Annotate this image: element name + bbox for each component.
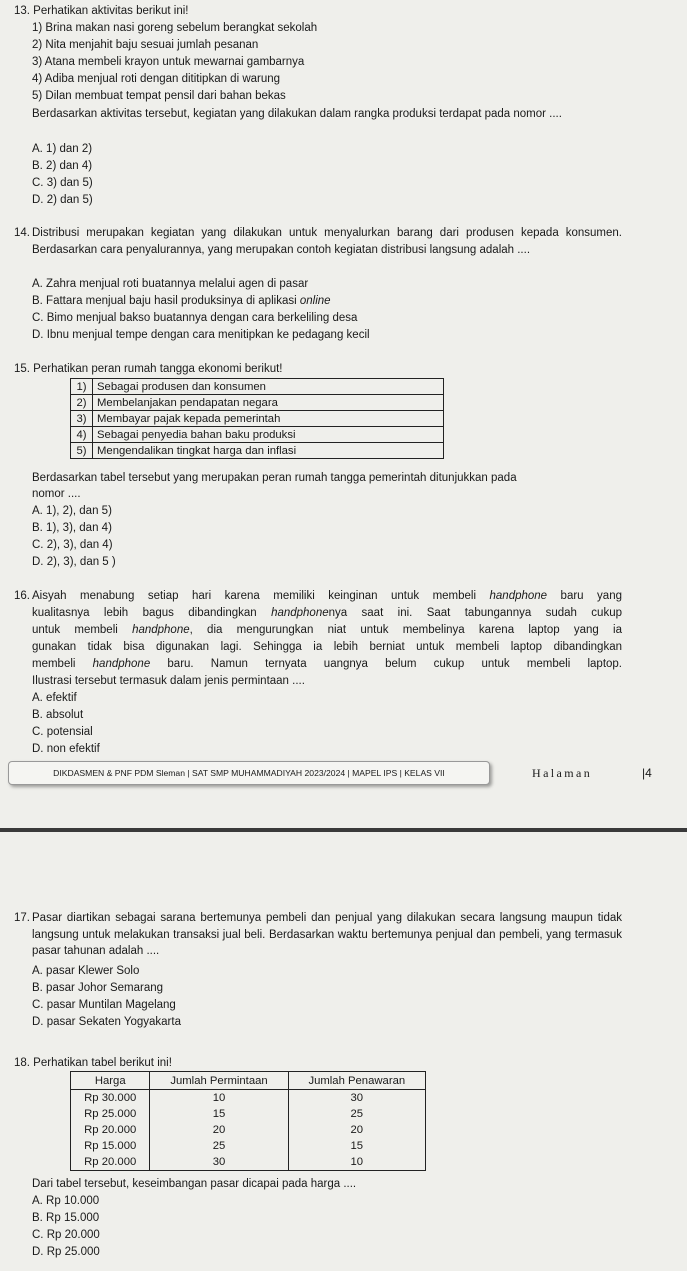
q16-option: A. efektif — [32, 692, 77, 704]
q13-option: C. 3) dan 5) — [32, 177, 93, 189]
q16-line — [32, 657, 622, 671]
column-header: Jumlah Penawaran — [288, 1072, 425, 1090]
role-number: 3) — [71, 411, 93, 427]
table-cell: 25 — [150, 1138, 288, 1154]
table-row — [71, 443, 444, 459]
q15-option: B. 1), 3), dan 4) — [32, 522, 112, 534]
role-number: 1) — [71, 379, 93, 395]
q16-segment: handphone — [489, 590, 548, 602]
q16-segment: baru. Namun ternyata uangnya belum cukup untuk membeli laptop. — [150, 658, 623, 670]
q13-option: D. 2) dan 5) — [32, 194, 93, 206]
q16-segment: kualitasnya lebih bagus dibandingkan — [32, 607, 272, 619]
column-header: Jumlah Permintaan — [150, 1072, 288, 1090]
q16-line — [32, 606, 622, 620]
q15-question-line1: Berdasarkan tabel tersebut yang merupakan peran rumah tangga pemerintah ditunjukkan pada — [32, 472, 517, 484]
table-cell: 15 — [150, 1106, 288, 1122]
table-cell: Rp 30.000 — [71, 1090, 150, 1107]
role-text: Sebagai produsen dan konsumen — [93, 379, 444, 395]
q16-segment: handphone — [92, 658, 151, 670]
q16-line — [32, 623, 622, 637]
q18-option: A. Rp 10.000 — [32, 1195, 100, 1207]
table-cell: 25 — [288, 1106, 425, 1122]
q14-option: A. Zahra menjual roti buatannya melalui agen di pasar — [32, 278, 309, 290]
q16-line — [32, 589, 622, 603]
table-row — [71, 395, 444, 411]
q15-option: A. 1), 2), dan 5) — [32, 505, 112, 517]
q13-option: B. 2) dan 4) — [32, 160, 93, 172]
q14-option: B. Fattara menjual baju hasil produksinya di aplikasi online — [32, 295, 331, 307]
q16-number: 16. — [14, 590, 30, 602]
table-cell: 10 — [150, 1090, 288, 1107]
table-cell: 15 — [288, 1138, 425, 1154]
q17-number: 17. — [14, 912, 30, 924]
page-footer: DIKDASMEN & PNF PDM Sleman | SAT SMP MUHAMMADIYAH 2023/2024 | MAPEL IPS | KELAS VII — [8, 761, 490, 785]
q14-option: C. Bimo menjual bakso buatannya dengan cara berkeliling desa — [32, 312, 358, 324]
q16-last-line: Ilustrasi tersebut termasuk dalam jenis permintaan .... — [32, 675, 305, 687]
q13-question: Berdasarkan aktivitas tersebut, kegiatan yang dilakukan dalam rangka produksi terdapat pada nomor .... — [32, 108, 562, 120]
table-cell: 10 — [288, 1154, 425, 1171]
q14-number: 14. — [14, 227, 30, 239]
page-number: |4 — [642, 766, 652, 780]
q14-option: D. Ibnu menjual tempe dengan cara menitipkan ke pedagang kecil — [32, 329, 370, 341]
table-cell: 20 — [288, 1122, 425, 1138]
q15-option: C. 2), 3), dan 4) — [32, 539, 113, 551]
q16-line — [32, 640, 622, 654]
q16-segment: membeli — [32, 658, 93, 670]
q17-option: C. pasar Muntilan Magelang — [32, 999, 176, 1011]
q15-option: D. 2), 3), dan 5 ) — [32, 556, 116, 568]
table-row — [71, 427, 444, 443]
table-row — [71, 1122, 426, 1138]
role-number: 2) — [71, 395, 93, 411]
table-cell: Rp 15.000 — [71, 1138, 150, 1154]
q13-option: A. 1) dan 2) — [32, 143, 93, 155]
role-number: 4) — [71, 427, 93, 443]
q13-item: 1) Brina makan nasi goreng sebelum berangkat sekolah — [32, 22, 318, 34]
table-cell: Rp 20.000 — [71, 1154, 150, 1171]
q16-option: C. potensial — [32, 726, 93, 738]
q16-segment: untuk membeli — [32, 624, 133, 636]
q13-item: 4) Adiba menjual roti dengan dititipkan di warung — [32, 73, 281, 85]
table-row — [71, 411, 444, 427]
table-row — [71, 379, 444, 395]
q18-price-table — [70, 1071, 426, 1171]
q17-option: D. pasar Sekaten Yogyakarta — [32, 1016, 181, 1028]
q18-option: C. Rp 20.000 — [32, 1229, 100, 1241]
q16-option: B. absolut — [32, 709, 84, 721]
q13-item: 5) Dilan membuat tempat pensil dari bahan bekas — [32, 90, 286, 102]
q16-segment: gunakan tidak bisa digunakan lagi. Sehingga ia lebih berniat untuk membeli laptop dibandingkan — [32, 641, 622, 653]
q17-option: A. pasar Klewer Solo — [32, 965, 140, 977]
table-cell: 30 — [288, 1090, 425, 1107]
q18-stem: 18. Perhatikan tabel berikut ini! — [14, 1057, 172, 1069]
q17-option: B. pasar Johor Semarang — [32, 982, 164, 994]
q16-option: D. non efektif — [32, 743, 100, 755]
q18-option: B. Rp 15.000 — [32, 1212, 100, 1224]
table-cell: 30 — [150, 1154, 288, 1171]
q18-option: D. Rp 25.000 — [32, 1246, 100, 1258]
q16-segment: , dia mengurungkan niat untuk membelinya karena laptop yang ia — [189, 624, 623, 636]
q13-stem: 13. Perhatikan aktivitas berikut ini! — [14, 5, 189, 17]
role-text: Mengendalikan tingkat harga dan inflasi — [93, 443, 444, 459]
q13-item: 3) Atana membeli krayon untuk mewarnai gambarnya — [32, 56, 305, 68]
table-cell: Rp 20.000 — [71, 1122, 150, 1138]
q13-item: 2) Nita menjahit baju sesuai jumlah pesanan — [32, 39, 259, 51]
table-cell: Rp 25.000 — [71, 1106, 150, 1122]
table-row — [71, 1106, 426, 1122]
q16-segment: baru yang — [547, 590, 622, 602]
table-cell: 20 — [150, 1122, 288, 1138]
role-text: Sebagai penyedia bahan baku produksi — [93, 427, 444, 443]
table-row — [71, 1090, 426, 1107]
q18-question: Dari tabel tersebut, keseimbangan pasar dicapai pada harga .... — [32, 1178, 357, 1190]
q15-question-line2: nomor .... — [32, 488, 81, 500]
role-text: Membelanjakan pendapatan negara — [93, 395, 444, 411]
q16-segment: handphone — [132, 624, 190, 636]
q15-role-table — [70, 378, 444, 459]
role-text: Membayar pajak kepada pemerintah — [93, 411, 444, 427]
q16-segment: Aisyah menabung setiap hari karena memiliki keinginan untuk membeli — [32, 590, 490, 602]
page-label: Halaman — [532, 766, 593, 780]
q16-segment: nya saat ini. Saat tabungannya sudah cukup — [328, 607, 622, 619]
q16-segment: handphone — [271, 607, 329, 619]
q14-question: Distribusi merupakan kegiatan yang dilakukan untuk menyalurkan barang dari produsen kepada konsumen. Berdasarkan cara penyalurannya, yang merupakan contoh kegiatan distribusi langsung adalah .... — [32, 227, 622, 256]
q15-stem: 15. Perhatikan peran rumah tangga ekonomi berikut! — [14, 363, 283, 375]
page-divider — [0, 828, 687, 832]
table-row — [71, 1138, 426, 1154]
column-header: Harga — [71, 1072, 150, 1090]
q17-question: Pasar diartikan sebagai sarana bertemunya pembeli dan penjual yang dilakukan secara langsung maupun tidak langsung untuk melakukan transaksi jual beli. Berdasarkan waktu bertemunya penjual dan pembeli, yang termasuk pasar tahunan adalah .... — [32, 912, 622, 957]
table-row — [71, 1154, 426, 1171]
q14-option-b-italic: online — [299, 295, 331, 307]
role-number: 5) — [71, 443, 93, 459]
